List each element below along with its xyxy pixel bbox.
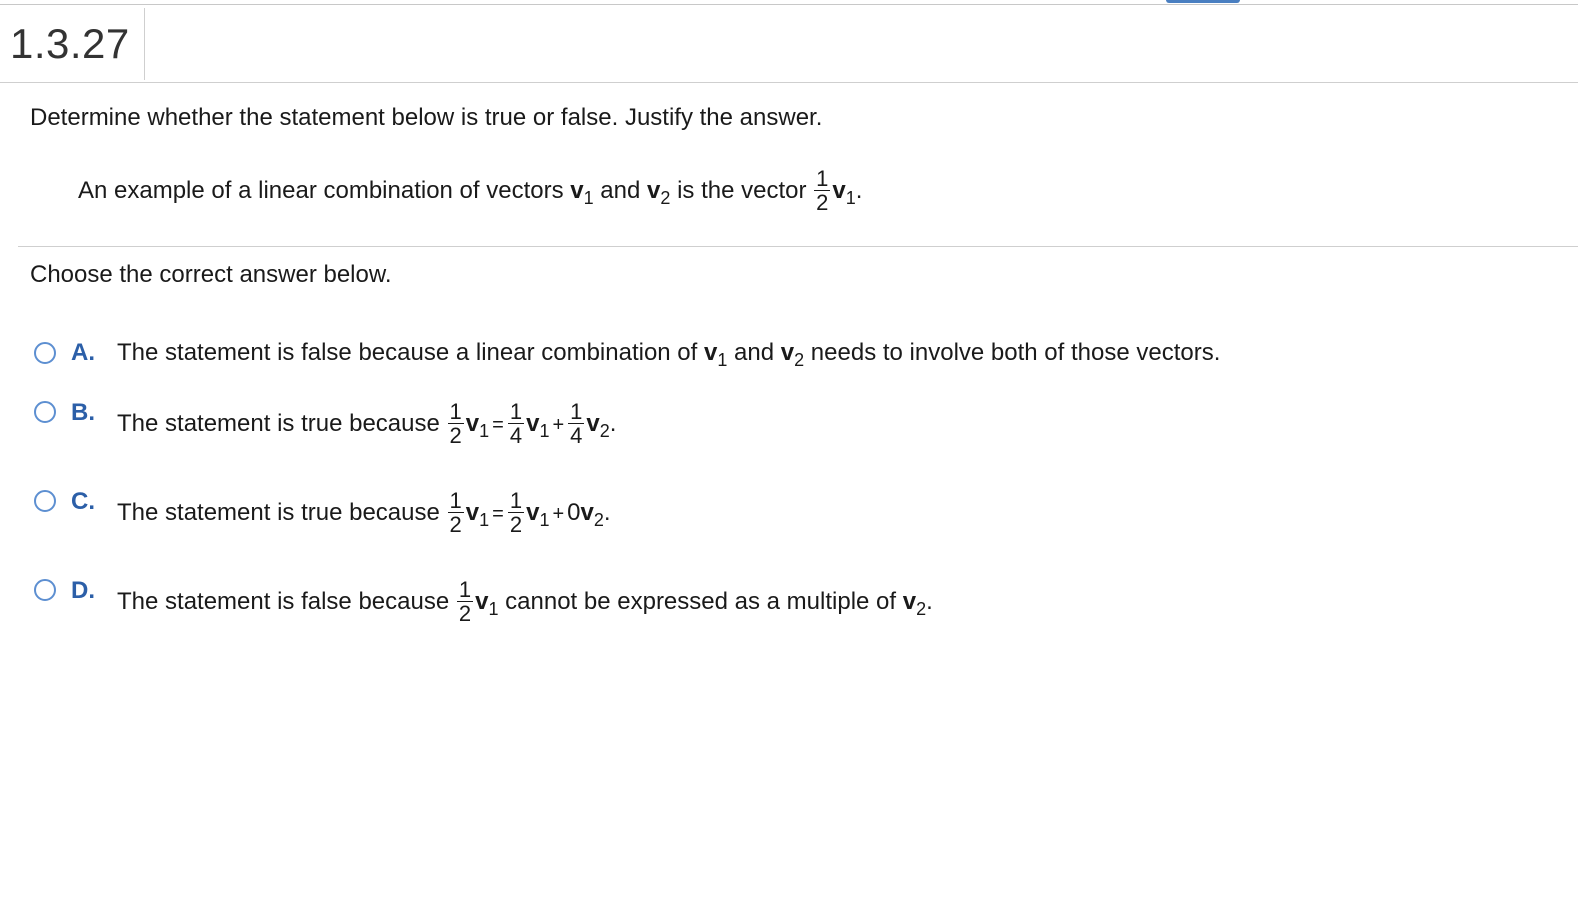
statement-and: and [593,176,648,204]
question-number: 1.3.27 [10,20,130,67]
statement-text-2: is the vector [670,176,814,204]
option-letter-b[interactable]: B. [71,399,95,426]
option-letter-d[interactable]: D. [71,577,95,604]
fraction-one-half: $\frac{1}{2}$ [816,166,829,216]
vector-v1: $v_1$ [465,498,490,530]
option-text-d[interactable]: The statement is false because $\frac{1}{2}$ $v_1$ cannot be expressed as a multiple of $v_2$. [117,577,933,627]
vector-v2: $v_2$ [580,498,604,530]
vector-v2: $v_2$ [780,339,805,370]
statement-period: . [855,176,863,204]
problem-statement [78,168,862,215]
section-divider [18,246,1578,247]
equals-sign: = [492,502,504,525]
header-divider [144,8,145,80]
radio-button-c[interactable] [34,490,56,512]
fraction-one-half: $\frac{1}{2}$ [449,399,462,449]
vector-v2: $v_2$ [902,587,927,619]
vector-v1: $v_1$ [832,176,856,208]
radio-button-d[interactable] [34,579,56,601]
option-text-c[interactable]: The statement is true because $\frac{1}{2}$ $v_1$ = $\frac{1}{2}$ $v_1 + 0v_2$. [117,488,611,538]
vector-v1: $v_1$ [475,587,499,619]
top-tab-indicator[interactable] [1166,0,1240,3]
top-rule [0,4,1578,5]
option-text-a[interactable]: The statement is false because a linear combination of $v_1$ and $v_2$ needs to involve both of those vectors. [117,339,1221,370]
fraction-one-half: $\frac{1}{2}$ [509,488,523,538]
prompt-text: Choose the correct answer below. [30,261,392,288]
fraction-one-half: $\frac{1}{2}$ [458,577,472,627]
fraction-one-half: $\frac{1}{2}$ [449,488,462,538]
fraction-one-quarter: $\frac{1}{4}$ [509,399,523,449]
fraction-one-quarter: $\frac{1}{4}$ [570,399,583,449]
vector-v1: $v_1$ [526,409,550,441]
vector-v1: $v_1$ [570,176,594,208]
vector-v2: $v_2$ [647,176,671,208]
statement-text-1: An example of a linear combination of vectors [78,176,571,204]
vector-v1: $v_1$ [704,339,728,370]
vector-v1: $v_1$ [465,409,490,441]
plus-sign: + [552,502,565,525]
option-letter-a[interactable]: A. [71,339,95,366]
option-letter-c[interactable]: C. [71,488,95,515]
equals-sign: = [492,413,504,436]
radio-button-b[interactable] [34,401,56,423]
zero-coefficient: 0 [567,498,581,526]
vector-v1: $v_1$ [526,498,550,530]
radio-button-a[interactable] [34,342,56,364]
question-header [0,6,1578,83]
vector-v2: $v_2$ [586,409,610,441]
plus-sign: + [552,413,565,436]
option-text-b[interactable]: The statement is true because $\frac{1}{2}$ $v_1$ = $\frac{1}{4}$ $v_1$ + $\frac{1}{4}$ $v_2$. [117,399,617,449]
instruction-text: Determine whether the statement below is true or false. Justify the answer. [30,104,823,131]
